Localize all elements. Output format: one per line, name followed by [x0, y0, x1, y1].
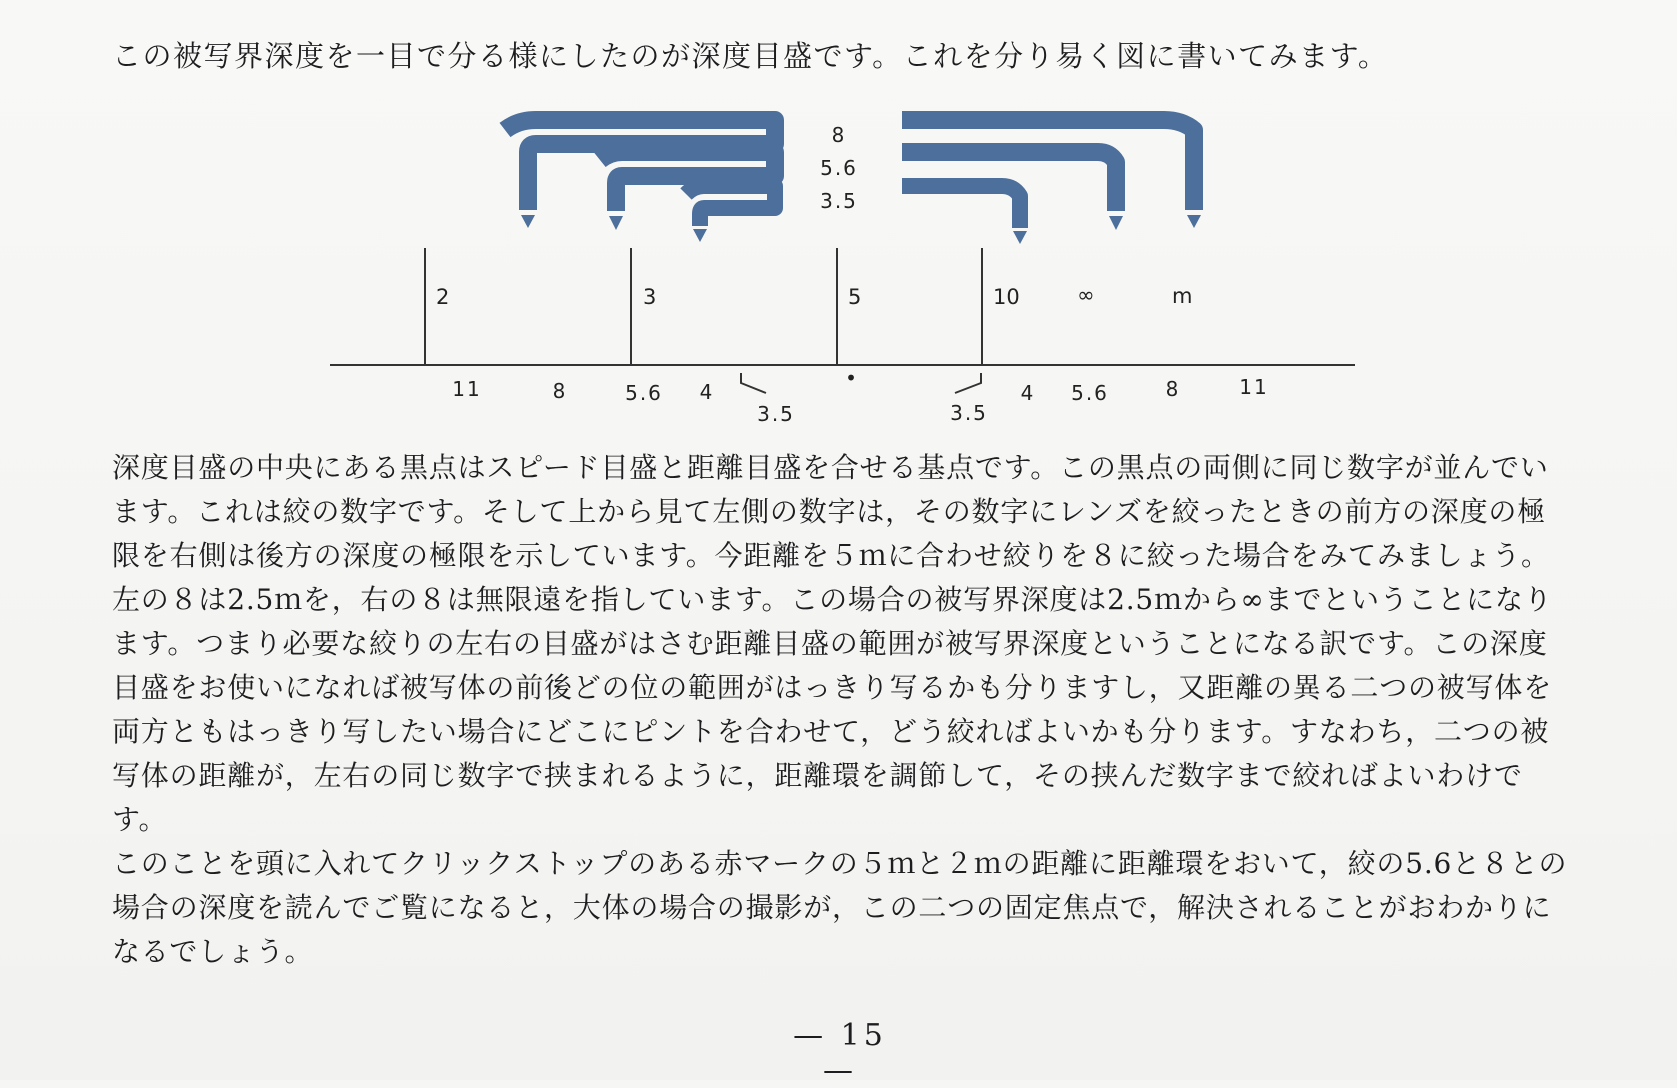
distance-label-10: 10 — [993, 285, 1020, 309]
bracket-label-5-6: 5.6 — [820, 156, 858, 180]
aperture-left-4: 4 — [699, 380, 715, 404]
aperture-left-8: 8 — [552, 379, 568, 403]
aperture-left-5-6: 5.6 — [625, 381, 663, 405]
page-number: — 15 — — [793, 1018, 887, 1088]
depth-scale-center-mark: • — [845, 366, 859, 390]
distance-unit-label: m — [1172, 284, 1193, 308]
depth-scale-diagram — [330, 118, 1370, 428]
aperture-left-11: 11 — [452, 377, 482, 401]
body-paragraph-2: このことを頭に入れてクリックストップのある赤マークの５ｍと２ｍの距離に距離環をおいて，絞の5.6と８との場合の深度を読んでご覧になると，大体の場合の撮影が，この二つの固定焦点で，解決されることがおわかりになるでしょう。 — [112, 847, 1568, 968]
leader-right-3-5 — [955, 373, 981, 393]
leader-left-3-5 — [741, 373, 766, 393]
aperture-right-5-6: 5.6 — [1071, 381, 1109, 405]
aperture-right-4: 4 — [1020, 381, 1036, 405]
aperture-left-3-5: 3.5 — [757, 402, 795, 426]
bracket-label-8: 8 — [831, 123, 847, 147]
depth-scale-svg — [330, 118, 1370, 428]
aperture-right-8: 8 — [1165, 377, 1181, 401]
body-text — [112, 446, 1572, 974]
distance-label-3: 3 — [643, 285, 657, 309]
aperture-bracket-5-6 — [600, 152, 1123, 230]
distance-label-infinity: ∞ — [1077, 283, 1095, 307]
aperture-right-3-5: 3.5 — [950, 401, 988, 425]
intro-text: この被写界深度を一目で分る様にしたのが深度目盛です。これを分り易く図に書いてみます。 — [112, 39, 1389, 73]
bracket-label-3-5: 3.5 — [820, 189, 858, 213]
distance-label-5: 5 — [848, 285, 862, 309]
aperture-right-11: 11 — [1239, 375, 1269, 399]
distance-label-2: 2 — [436, 285, 450, 309]
body-paragraph-1: 深度目盛の中央にある黒点はスピード目盛と距離目盛を合せる基点です。この黒点の両側に同じ数字が並んでいます。これは絞の数字です。そして上から見て左側の数字は，その数字にレンズを絞ったときの前方の深度の極限を右側は後方の深度の極限を示しています。今距離を５ｍに合わせ絞りを８に絞った場合をみてみましょう。左の８は2.5ｍを，右の８は無限遠を指しています。この場合の被写界深度は2.5ｍから∞までということになります。つまり必要な絞りの左右の目盛がはさむ距離目盛の範囲が被写界深度ということになる訳です。この深度目盛をお使いになれば被写体の前後どの位の範囲がはっきり写るかも分りますし，又距離の異る二つの被写体を両方ともはっきり写したい場合にどこにピントを合わせて，どう絞ればよいかも分ります。すなわち，二つの被写体の距離が，左右の同じ数字で挟まれるように，距離環を調節して，その挟んだ数字まで絞ればよいわけです。 — [112, 451, 1553, 836]
